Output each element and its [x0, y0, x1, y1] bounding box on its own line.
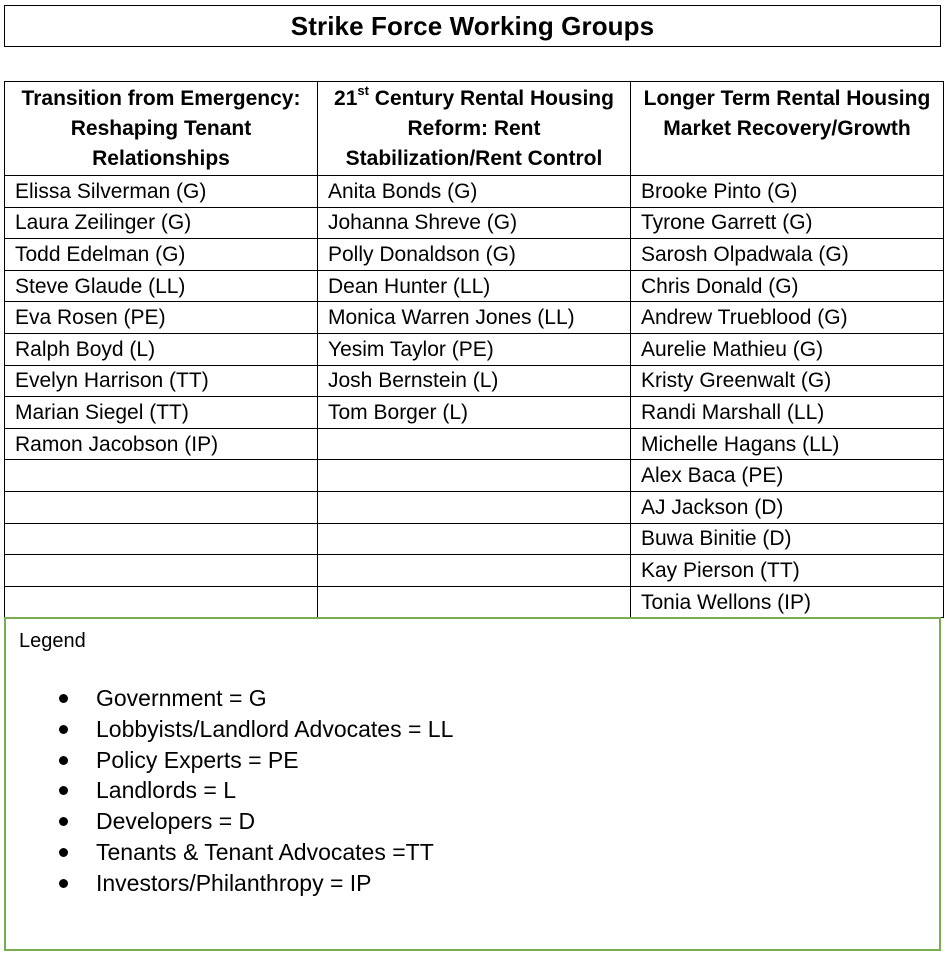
member-cell: [318, 428, 631, 460]
legend-item: [6, 868, 453, 899]
column-header-text: Longer Term Rental Housing Market Recovery/Growth: [643, 87, 931, 140]
member-cell: [5, 460, 318, 492]
member-cell: AJ Jackson (D): [631, 491, 944, 523]
legend-item-label: Lobbyists/Landlord Advocates = LL: [96, 715, 454, 742]
table-row: [5, 460, 944, 492]
title-box: [4, 5, 941, 47]
table-row: [5, 207, 944, 239]
member-cell: Laura Zeilinger (G): [5, 207, 318, 239]
member-cell: [5, 586, 318, 618]
legend-item-label: Tenants & Tenant Advocates =TT: [96, 838, 434, 865]
member-cell: [318, 555, 631, 587]
member-cell: Marian Siegel (TT): [5, 397, 318, 429]
column-header-text-rest: Century Rental Housing Reform: Rent Stabilization/Rent Control: [345, 87, 614, 170]
member-cell: Dean Hunter (LL): [318, 270, 631, 302]
legend-item: [6, 775, 453, 806]
legend-item: [6, 806, 453, 837]
bullet-icon: [59, 817, 68, 826]
member-cell: Steve Glaude (LL): [5, 270, 318, 302]
member-cell: Josh Bernstein (L): [318, 365, 631, 397]
member-cell: Eva Rosen (PE): [5, 302, 318, 334]
member-cell: Elissa Silverman (G): [5, 176, 318, 208]
column-header-text: 21: [334, 87, 358, 110]
bullet-icon: [59, 879, 68, 888]
column-header-transition: [5, 82, 318, 176]
table-row: [5, 397, 944, 429]
legend-item-label: Government = G: [96, 685, 267, 711]
member-cell: Alex Baca (PE): [631, 460, 944, 492]
table-row: [5, 491, 944, 523]
table-row: [5, 270, 944, 302]
member-cell: Chris Donald (G): [631, 270, 944, 302]
bullet-icon: [59, 848, 68, 857]
legend-item: [6, 745, 453, 776]
member-cell: [5, 523, 318, 555]
member-cell: Polly Donaldson (G): [318, 239, 631, 271]
member-cell: Sarosh Olpadwala (G): [631, 239, 944, 271]
member-cell: Tyrone Garrett (G): [631, 207, 944, 239]
table-row: [5, 302, 944, 334]
column-header-market-recovery: [631, 82, 944, 176]
table-row: [5, 239, 944, 271]
member-cell: Randi Marshall (LL): [631, 397, 944, 429]
working-groups-table: [4, 81, 944, 618]
member-cell: [5, 491, 318, 523]
table-row: [5, 555, 944, 587]
member-cell: Aurelie Mathieu (G): [631, 333, 944, 365]
bullet-icon: [59, 694, 68, 703]
table-row: [5, 523, 944, 555]
legend-item: [6, 714, 453, 745]
table-row: [5, 365, 944, 397]
member-cell: Ramon Jacobson (IP): [5, 428, 318, 460]
member-cell: Todd Edelman (G): [5, 239, 318, 271]
member-cell: Andrew Trueblood (G): [631, 302, 944, 334]
member-cell: Evelyn Harrison (TT): [5, 365, 318, 397]
member-cell: Anita Bonds (G): [318, 176, 631, 208]
legend-item: [6, 837, 453, 868]
bullet-icon: [59, 756, 68, 765]
legend-item-label: Policy Experts = PE: [96, 746, 299, 773]
member-cell: Tom Borger (L): [318, 397, 631, 429]
legend-list: [6, 683, 453, 899]
member-cell: [318, 491, 631, 523]
bullet-icon: [59, 786, 68, 795]
legend-box: [4, 617, 941, 951]
member-cell: Brooke Pinto (G): [631, 176, 944, 208]
member-cell: Monica Warren Jones (LL): [318, 302, 631, 334]
table-row: [5, 333, 944, 365]
table-row: [5, 428, 944, 460]
member-cell: Buwa Binitie (D): [631, 523, 944, 555]
legend-item-label: Developers = D: [96, 808, 256, 835]
table-row: [5, 586, 944, 618]
table-body: [5, 176, 944, 618]
member-cell: Johanna Shreve (G): [318, 207, 631, 239]
bullet-icon: [59, 725, 68, 734]
member-cell: [5, 555, 318, 587]
member-cell: Kristy Greenwalt (G): [631, 365, 944, 397]
legend-item-label: Investors/Philanthropy = IP: [96, 869, 372, 896]
member-cell: [318, 586, 631, 618]
member-cell: Yesim Taylor (PE): [318, 333, 631, 365]
column-header-text: Transition from Emergency: Reshaping Tenant Relationships: [21, 87, 301, 170]
member-cell: [318, 523, 631, 555]
table-row: [5, 176, 944, 208]
member-cell: [318, 460, 631, 492]
column-header-superscript: st: [357, 83, 369, 98]
legend-title: Legend: [19, 630, 86, 652]
member-cell: Ralph Boyd (L): [5, 333, 318, 365]
column-header-rental-reform: [318, 82, 631, 176]
member-cell: Michelle Hagans (LL): [631, 428, 944, 460]
page-title: Strike Force Working Groups: [290, 10, 655, 41]
table-header-row: [5, 82, 944, 176]
legend-item-label: Landlords = L: [96, 777, 237, 804]
member-cell: Tonia Wellons (IP): [631, 586, 944, 618]
legend-item: [6, 683, 453, 714]
member-cell: Kay Pierson (TT): [631, 555, 944, 587]
